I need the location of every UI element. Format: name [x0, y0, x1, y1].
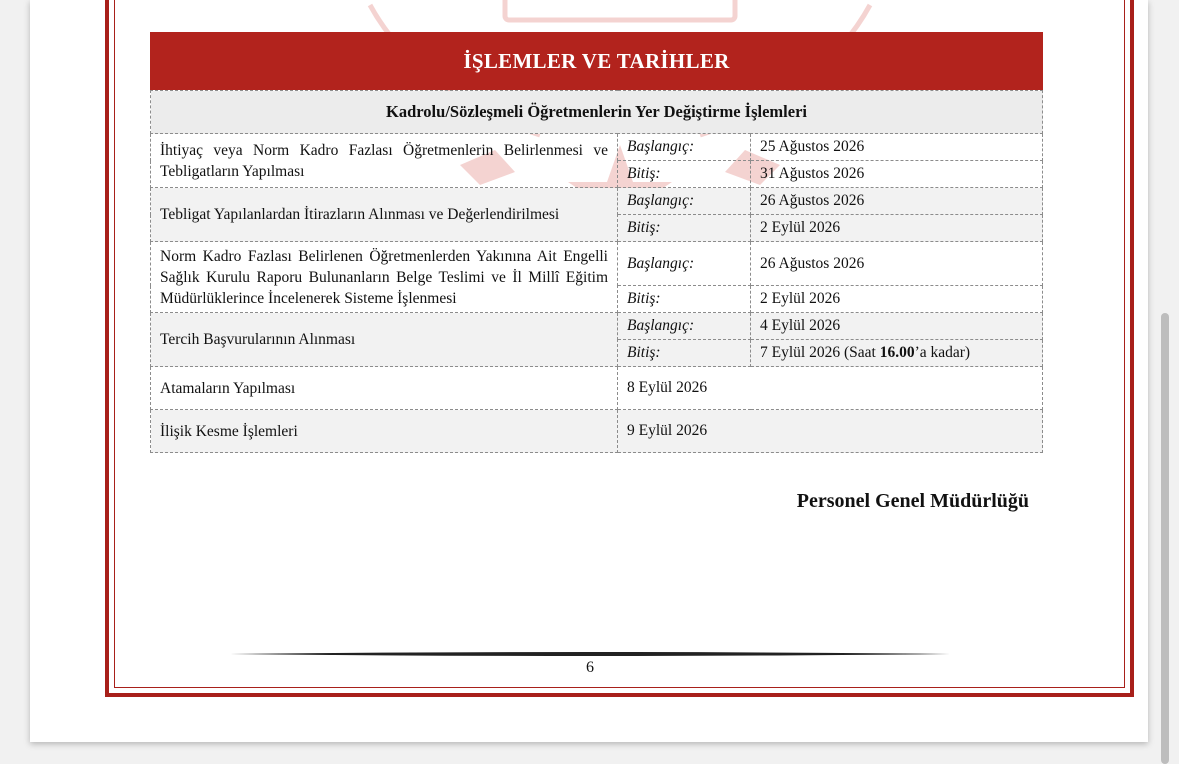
section-title: İŞLEMLER VE TARİHLER	[150, 32, 1043, 90]
start-date: 25 Ağustos 2026	[751, 134, 1043, 161]
table-row	[151, 242, 1043, 286]
signature: Personel Genel Müdürlüğü	[796, 490, 1029, 512]
row-description: Atamaların Yapılması	[151, 367, 618, 410]
end-date: 2 Eylül 2026	[751, 286, 1043, 313]
single-date: 9 Eylül 2026	[618, 410, 1043, 453]
table-row	[151, 188, 1043, 215]
deadline-time: 16.00	[879, 344, 915, 361]
page-number: 6	[586, 659, 594, 676]
row-description: Norm Kadro Fazlası Belirlenen Öğretmenlerden Yakınına Ait Engelli Sağlık Kurulu Raporu Bulunanların Belge Teslimi ve İl Millî Eğitim Müdürlüklerince İncelenerek Sisteme İşlenmesi	[151, 242, 618, 313]
end-date: 2 Eylül 2026	[751, 215, 1043, 242]
table-row	[151, 367, 1043, 410]
end-label: Bitiş:	[618, 340, 751, 367]
table-row	[151, 134, 1043, 161]
end-date: 31 Ağustos 2026	[751, 161, 1043, 188]
start-date: 26 Ağustos 2026	[751, 188, 1043, 215]
start-label: Başlangıç:	[618, 242, 751, 286]
start-label: Başlangıç:	[618, 313, 751, 340]
row-description: Tebligat Yapılanlardan İtirazların Alınması ve Değerlendirilmesi	[151, 188, 618, 242]
table-row	[151, 313, 1043, 340]
table-heading: Kadrolu/Sözleşmeli Öğretmenlerin Yer Değiştirme İşlemleri	[151, 91, 1043, 134]
start-date: 26 Ağustos 2026	[751, 242, 1043, 286]
row-description: Tercih Başvurularının Alınması	[151, 313, 618, 367]
end-date: 7 Eylül 2026 (Saat 16.00’a kadar)	[751, 340, 1043, 367]
document-page	[30, 0, 1148, 742]
start-label: Başlangıç:	[618, 188, 751, 215]
start-label: Başlangıç:	[618, 134, 751, 161]
scrollbar[interactable]	[1161, 313, 1169, 764]
single-date: 8 Eylül 2026	[618, 367, 1043, 410]
end-label: Bitiş:	[618, 161, 751, 188]
start-date: 4 Eylül 2026	[751, 313, 1043, 340]
footer-divider	[230, 651, 950, 657]
table-row	[151, 410, 1043, 453]
dates-table	[150, 90, 1043, 453]
end-label: Bitiş:	[618, 286, 751, 313]
end-label: Bitiş:	[618, 215, 751, 242]
row-description: İhtiyaç veya Norm Kadro Fazlası Öğretmenlerin Belirlenmesi ve Tebligatların Yapılması	[151, 134, 618, 188]
row-description: İlişik Kesme İşlemleri	[151, 410, 618, 453]
